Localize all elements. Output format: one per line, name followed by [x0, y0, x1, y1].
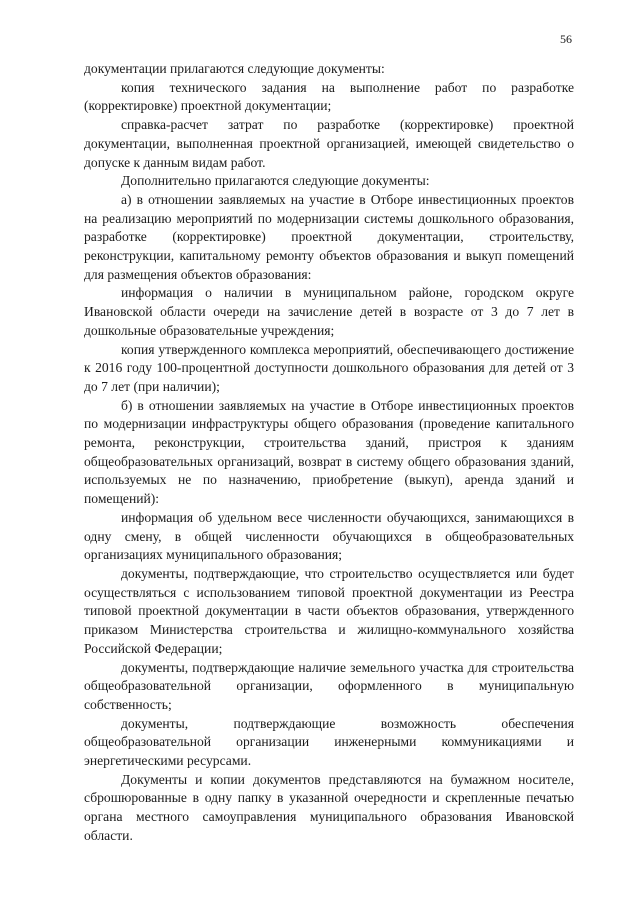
paragraph: а) в отношении заявляемых на участие в Отборе инвестиционных проектов на реализацию мероприятий по модернизации системы дошкольного образования, разработке (корректировке) проектной документации, строительству, реконструкции, капитальному ремонту объектов образования и выкуп помещений для размещения объектов образования:	[84, 191, 574, 282]
paragraph: документы, подтверждающие возможность обеспечения общеобразовательной организации инженерными коммуникациями и энергетическими ресурсами.	[84, 715, 574, 769]
paragraph: справка-расчет затрат по разработке (корректировке) проектной документации, выполненная проектной организацией, имеющей свидетельство о допуске к данным видам работ.	[84, 117, 574, 170]
paragraph: документы, подтверждающие, что строительство осуществляется или будет осуществляться с использованием типовой проектной документации из Реестра типовой проектной документации в части объектов образования, утвержденного приказом Министерства строительства и жилищно-коммунального хозяйства Российской Федерации;	[84, 565, 574, 656]
paragraph: документы, подтверждающие наличие земельного участка для строительства общеобразовательной организации, оформленного в муниципальную собственность;	[84, 659, 574, 712]
paragraph: Документы и копии документов представляются на бумажном носителе, сброшюрованные в одну папку в указанной очередности и скрепленные печатью органа местного самоуправления муниципального образования Ивановской области.	[84, 771, 574, 843]
paragraph: документации прилагаются следующие документы:	[84, 61, 385, 76]
paragraph: информация о наличии в муниципальном районе, городском округе Ивановской области очереди на зачисление детей в возрасте от 3 до 7 лет в дошкольные образовательные учреждения;	[84, 285, 574, 338]
page-number: 56	[560, 32, 572, 46]
paragraph: Дополнительно прилагаются следующие документы:	[121, 173, 430, 189]
paragraph: копия технического задания на выполнение работ по разработке (корректировке) проектной документации;	[84, 79, 574, 114]
paragraph: информация об удельном весе численности обучающихся, занимающихся в одну смену, в общей численности обучающихся в общеобразовательных организациях муниципального образования;	[84, 509, 574, 563]
paragraph: б) в отношении заявляемых на участие в Отборе инвестиционных проектов по модернизации инфраструктуры общего образования (проведение капитального ремонта, реконструкции, строительства зданий, пристроя к зданиям общеобразовательных организаций, возврат в систему общего образования зданий, используемых не по назначению, приобретение (выкуп), аренда зданий и помещений):	[84, 397, 574, 507]
document-body	[84, 60, 574, 846]
paragraph: копия утвержденного комплекса мероприятий, обеспечивающего достижение к 2016 году 100-процентной доступности дошкольного образования для детей от 3 до 7 лет (при наличии);	[84, 341, 574, 394]
